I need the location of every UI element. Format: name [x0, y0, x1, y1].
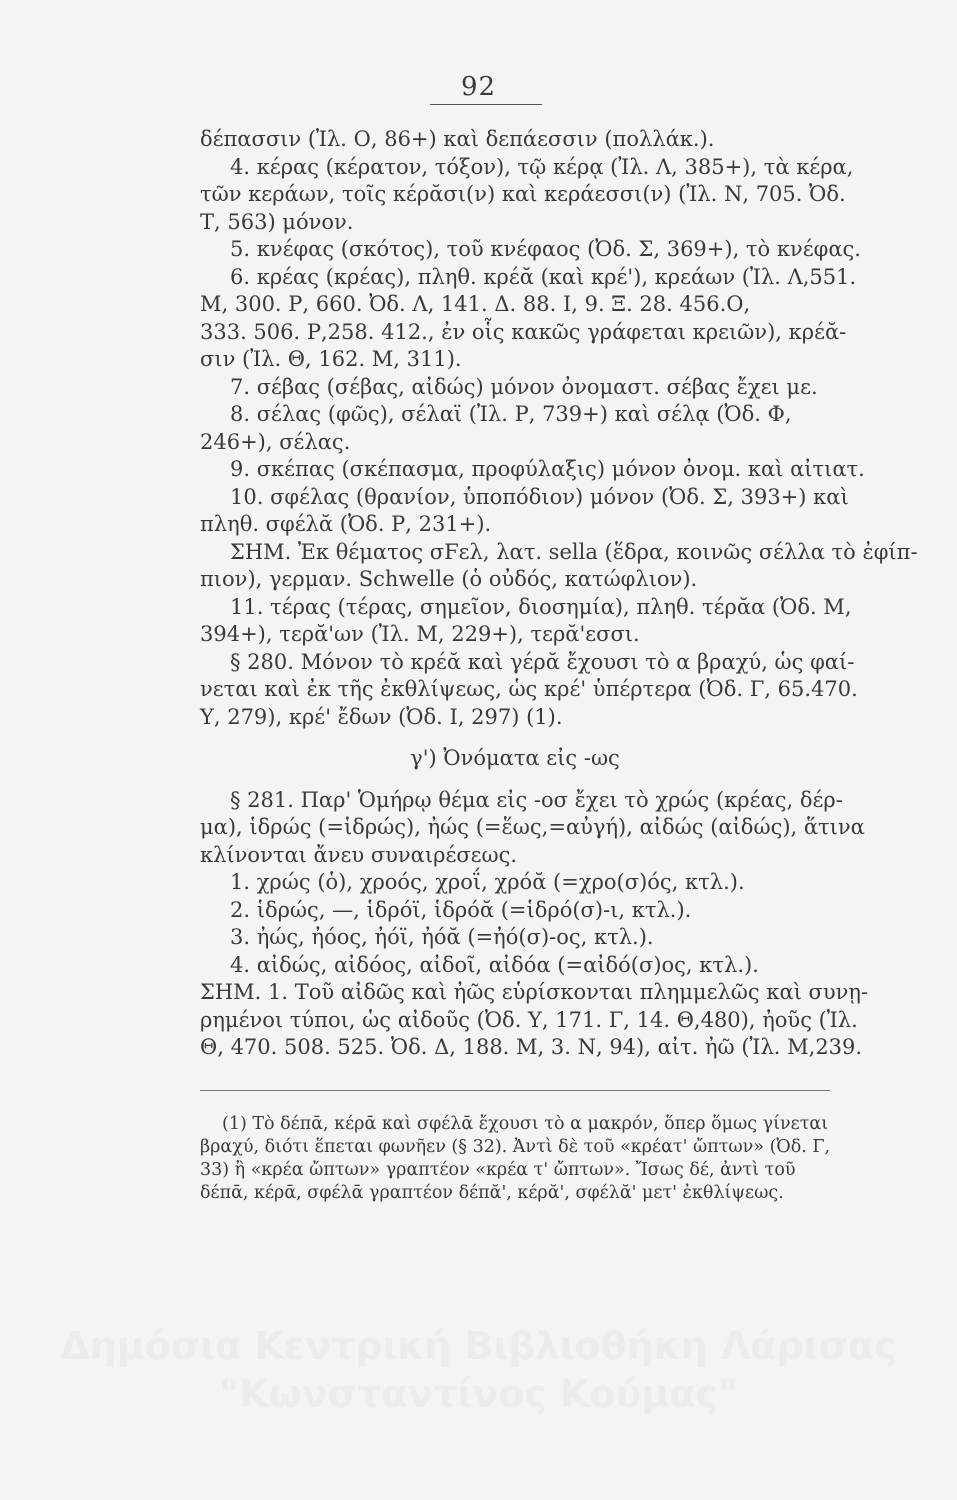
footnote-line: δέπᾱ, κέρᾱ, σφέλᾱ γραπτέον δέπᾰ', κέρᾰ', σφέλᾰ' μετ' ἐκθλίψεως. [200, 1182, 784, 1203]
library-watermark [0, 1322, 957, 1418]
text-line: 11. τέρας (τέρας, σημεῖον, διοσημία), πληθ. τέρᾰα (Ὀδ. Μ, [230, 594, 852, 619]
footnote-rule [200, 1090, 830, 1091]
footnote-line: (1) Τὸ δέπᾱ, κέρᾱ καὶ σφέλᾱ ἔχουσι τὸ α μακρόν, ὅπερ ὅμως γίνεται [222, 1113, 829, 1134]
text-line: 246+), σέλας. [200, 429, 351, 454]
list-item: 4. αἰδώς, αἰδόος, αἰδοῖ, αἰδόα (=αἰδό(σ)ος, κτλ.). [230, 952, 759, 977]
text-line: ΣΗΜ. 1. Τοῦ αἰδῶς καὶ ἠῶς εὑρίσκονται πλημμελῶς καὶ συνῃ- [200, 980, 869, 1004]
page-body [200, 126, 918, 1205]
text-line: 4. κέρας (κέρατον, τόξον), τῷ κέρᾳ (Ἰλ. Λ, 385+), τὰ κέρα, [230, 154, 854, 179]
header-rule [430, 104, 542, 105]
text-line: ΣΗΜ. Ἐκ θέματος σϜελ, λατ. sella (ἕδρα, κοινῶς σέλλα τὸ ἐφίπ- [230, 539, 918, 564]
text-line: Υ, 279), κρέ' ἔδων (Ὀδ. Ι, 297) (1). [200, 704, 563, 729]
section-paragraph: § 281. Παρ' Ὁμήρῳ θέμα εἰς -οσ ἔχει τὸ χρώς (κρέας, δέρ- [230, 787, 843, 812]
list-item: 1. χρώς (ὁ), χροός, χροΐ, χρόᾰ (=χρο(σ)ός, κτλ.). [230, 870, 745, 894]
text-line: δέπασσιν (Ἰλ. Ο, 86+) καὶ δεπάεσσιν (πολλάκ.). [200, 127, 715, 151]
text-line: 6. κρέας (κρέας), πληθ. κρέᾰ (καὶ κρέ'), κρεάων (Ἰλ. Λ,551. [230, 264, 857, 289]
text-line: 333. 506. Ρ,258. 412., ἐν οἷς κακῶς γράφεται κρειῶν), κρέᾰ- [200, 319, 847, 344]
list-item: 2. ἱδρώς, —, ἱδρόϊ, ἱδρόᾰ (=ἱδρό(σ)-ι, κτλ.). [230, 897, 692, 922]
section-paragraph: § 280. Μόνον τὸ κρέᾰ καὶ γέρᾰ ἔχουσι τὸ α βραχύ, ὡς φαί- [230, 649, 855, 674]
text-line: νεται καὶ ἐκ τῆς ἐκθλίψεως, ὡς κρέ' ὑπέρτερα (Ὀδ. Γ, 65.470. [200, 677, 858, 701]
watermark-line-1: Δημόσια Κεντρική Βιβλιοθήκη Λάρισας [60, 1324, 897, 1368]
text-line: τῶν κεράων, τοῖς κέρᾰσι(ν) καὶ κεράεσσι(ν) (Ἰλ. Ν, 705. Ὀδ. [200, 182, 846, 206]
text-line: Μ, 300. Ρ, 660. Ὀδ. Λ, 141. Δ. 88. Ι, 9. Ξ. 28. 456.Ο, [200, 292, 751, 316]
text-line: Θ, 470. 508. 525. Ὀδ. Δ, 188. Μ, 3. Ν, 94), αἰτ. ἠῶ (Ἰλ. Μ,239. [200, 1035, 863, 1059]
text-line: Τ, 563) μόνον. [200, 209, 354, 234]
text-line: 394+), τερᾰ'ων (Ἰλ. Μ, 229+), τερᾰ'εσσι. [200, 622, 640, 646]
footnote-line: 33) ἢ «κρέα ὤπτων» γραπτέον «κρέα τ' ὤπτων». Ἴσως δέ, ἀντὶ τοῦ [200, 1159, 796, 1180]
text-line: 9. σκέπας (σκέπασμα, προφύλαξις) μόνον ὀνομ. καὶ αἰτιατ. [230, 457, 865, 481]
text-line: πιον), γερμαν. Schwelle (ὁ οὐδός, κατώφλιον). [200, 567, 698, 591]
footnote-line: βραχύ, διότι ἕπεται φωνῆεν (§ 32). Ἀντὶ δὲ τοῦ «κρέατ' ὤπτων» (Ὀδ. Γ, [200, 1136, 831, 1157]
footnotes [200, 1113, 830, 1205]
text-line: πληθ. σφέλᾰ (Ὀδ. Ρ, 231+). [200, 512, 492, 536]
text-line: ρημένοι τύποι, ὡς αἰδοῦς (Ὀδ. Υ, 171. Γ, 14. Θ,480), ἠοῦς (Ἰλ. [200, 1007, 858, 1032]
text-line: μα), ἱδρώς (=ἱδρώς), ἠώς (=ἕως,=αὐγή), αἰδώς (αἰδώς), ἅτινα [200, 815, 865, 839]
text-line: κλίνονται ἄνευ συναιρέσεως. [200, 842, 518, 867]
text-line: σιν (Ἰλ. Θ, 162. Μ, 311). [200, 347, 462, 371]
page-number: 92 [460, 72, 497, 102]
section-heading: γ') Ὀνόματα εἰς -ως [410, 746, 620, 770]
text-line: 10. σφέλας (θρανίον, ὑποπόδιον) μόνον (Ὀδ. Σ, 393+) καὶ [230, 484, 849, 509]
text-line: 5. κνέφας (σκότος), τοῦ κνέφαος (Ὀδ. Σ, 369+), τὸ κνέφας. [230, 237, 861, 261]
text-line: 8. σέλας (φῶς), σέλαϊ (Ἰλ. Ρ, 739+) καὶ σέλᾳ (Ὀδ. Φ, [230, 402, 792, 426]
watermark-line-2: "Κωνσταντίνος Κούμας" [219, 1372, 738, 1416]
text-line: 7. σέβας (σέβας, αἰδώς) μόνον ὀνομαστ. σέβας ἔχει με. [230, 374, 818, 399]
list-item: 3. ἠώς, ἠόος, ἠόϊ, ἠόᾰ (=ἠό(σ)-ος, κτλ.). [230, 925, 654, 949]
